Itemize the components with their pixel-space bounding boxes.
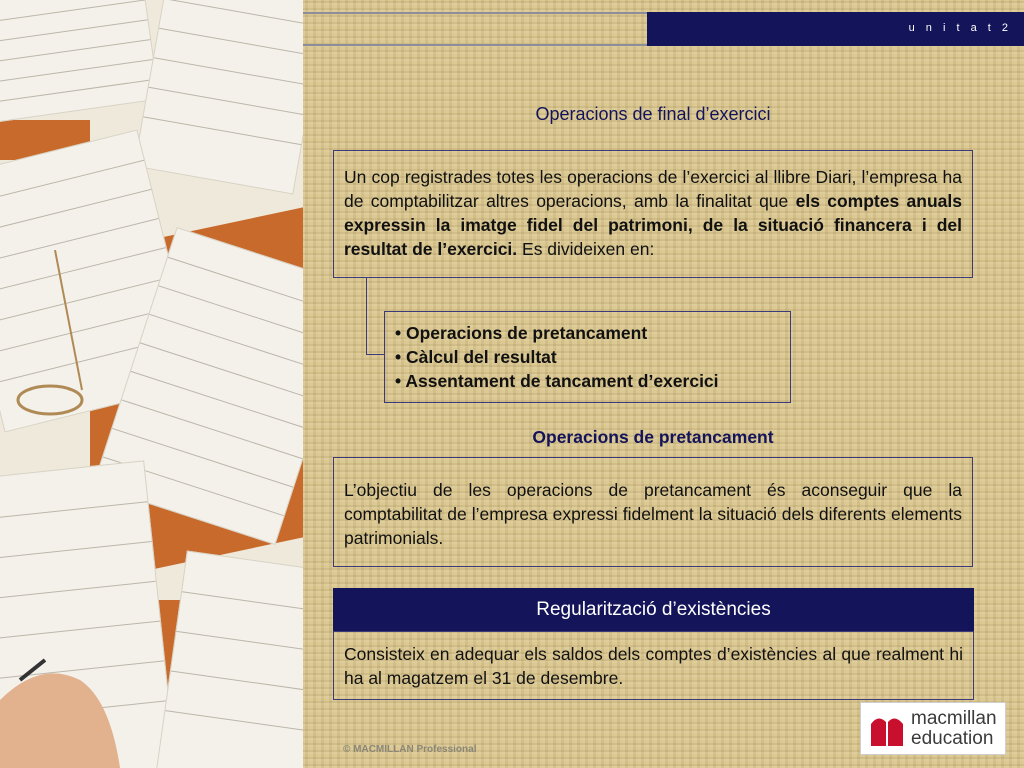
unit-header-bar: [647, 12, 1024, 46]
pretancament-text-box: [333, 457, 973, 567]
pretancament-text: L’objectiu de les operacions de pretancament és aconseguir que la comptabilitat de l’empresa expressi fidelment la situació dels diferents elements patrimonials.: [344, 480, 962, 548]
connector-line: [366, 278, 367, 354]
connector-line: [366, 354, 384, 355]
logo-text: macmillan: [911, 708, 997, 729]
list-item: • Càlcul del resultat: [395, 347, 557, 367]
operations-list-box: [384, 311, 791, 403]
macmillan-logo: [860, 702, 1006, 755]
regularitzacio-text-box: [333, 631, 974, 700]
logo-text: education: [911, 728, 994, 749]
intro-bold-text: els comptes anuals expressin la imatge fidel del patrimoni, de la situació financera i del resultat de l’exercici.: [344, 191, 962, 259]
regularitzacio-text: Consisteix en adequar els saldos dels comptes d’existències al que realment hi ha al magatzem el 31 de desembre.: [344, 644, 963, 688]
section-title-pretancament: Operacions de pretancament: [532, 427, 774, 447]
intro-text-box: [333, 150, 973, 278]
hand-icon: [0, 640, 130, 768]
intro-tail-text: Es divideixen en:: [517, 239, 655, 259]
regularitzacio-header: Regularització d’existències: [333, 588, 974, 631]
list-item: • Operacions de pretancament: [395, 323, 648, 343]
header-divider: [303, 44, 647, 46]
copyright-text: © MACMILLAN Professional: [343, 744, 477, 755]
macmillan-logo-icon: [869, 712, 905, 746]
glasses-icon: [0, 250, 120, 430]
desk-papers-photo: [0, 0, 303, 768]
list-item: • Assentament de tancament d’exercici: [395, 371, 719, 391]
section-title-final-exercici: Operacions de final d’exercici: [535, 104, 771, 124]
header-divider: [303, 12, 647, 14]
unit-label: u n i t a t 2: [908, 22, 1012, 34]
intro-text: Un cop registrades totes les operacions de l’exercici al llibre Diari, l’empresa ha de comptabilitzar altres operacions, amb la finalitat que: [344, 167, 962, 211]
